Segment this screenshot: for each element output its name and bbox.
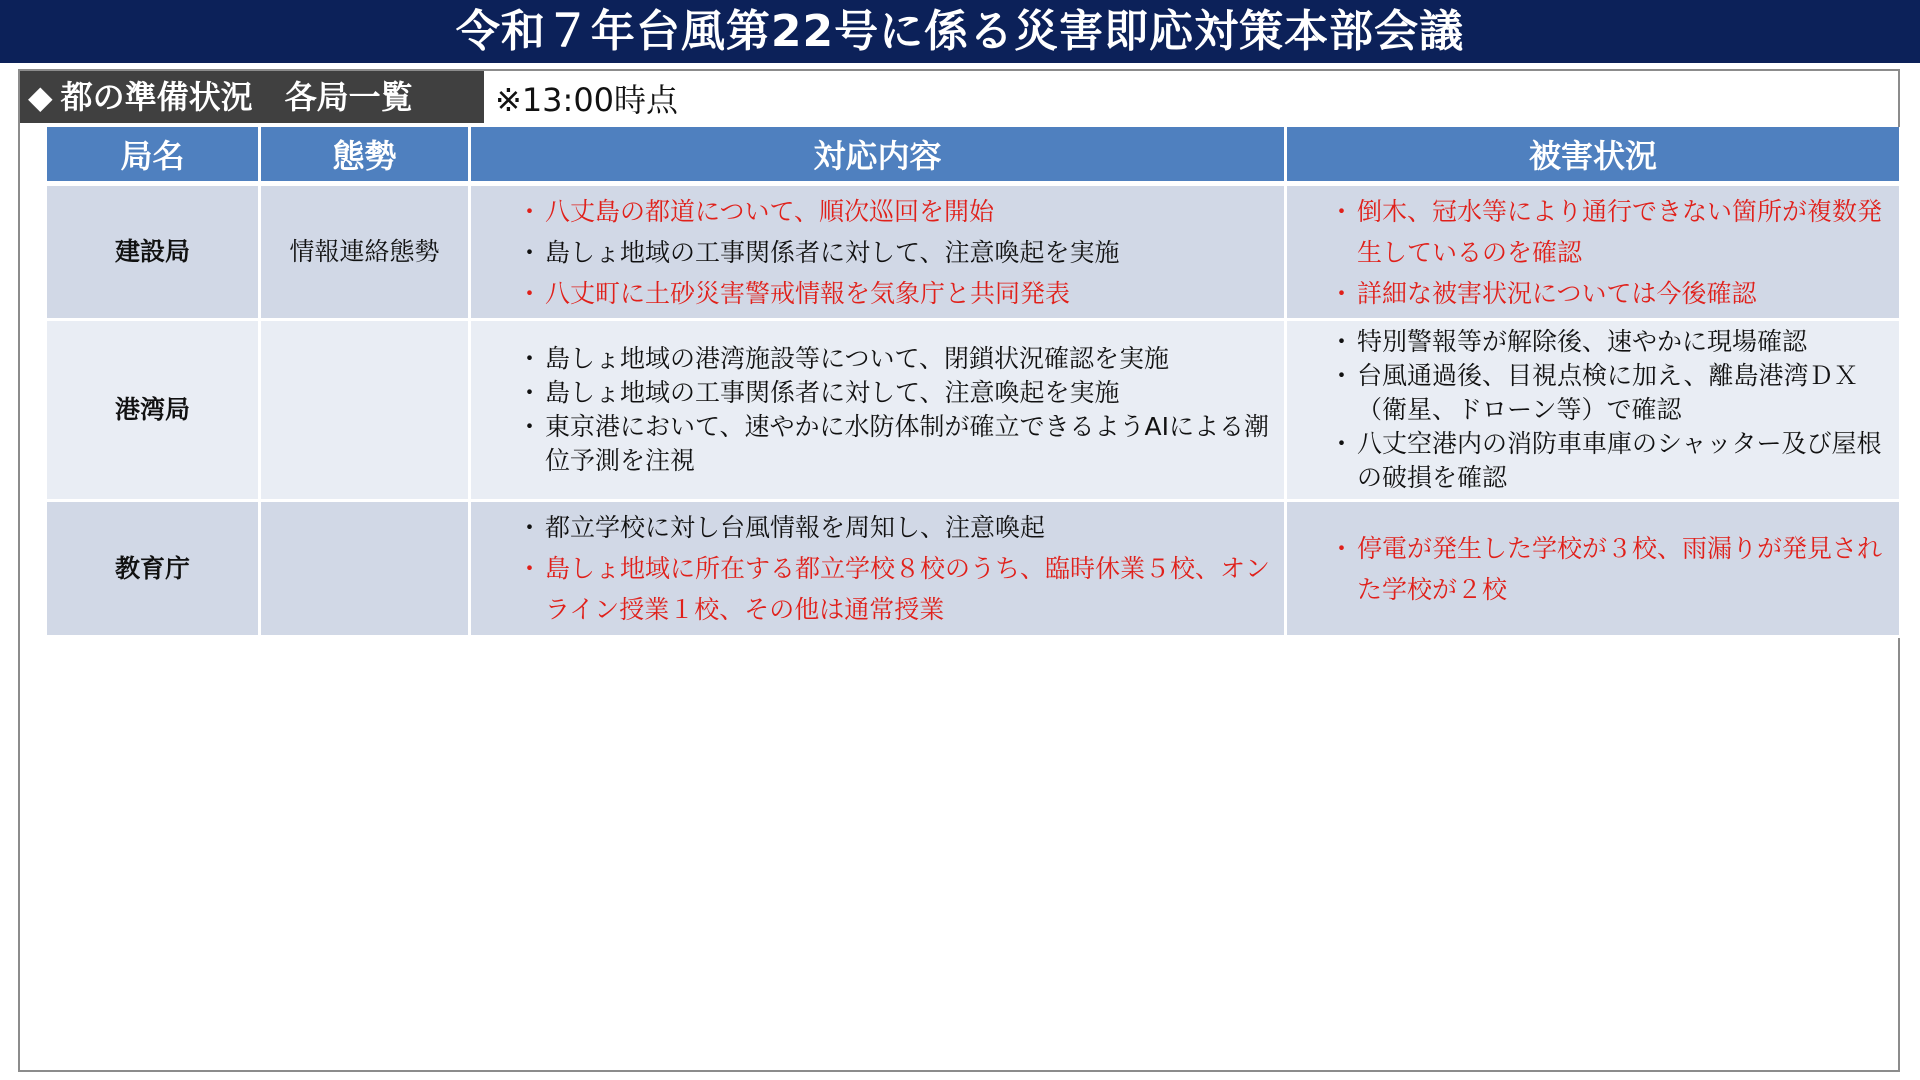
response-cell [470,501,1286,637]
header-bureau: 局名 [46,127,260,184]
damage-item: ・ 詳細な被害状況については今後確認 [1335,273,1887,314]
response-item: ・ 八丈町に土砂災害警戒情報を気象庁と共同発表 [523,273,1274,314]
response-item: ・ 島しょ地域の工事関係者に対して、注意喚起を実施 [523,232,1274,273]
bureau-name: 港湾局 [46,320,260,501]
page-title: 令和７年台風第22号に係る災害即応対策本部会議 [0,0,1920,63]
damage-item: ・ 八丈空港内の消防車車庫のシャッター及び屋根の破損を確認 [1335,427,1887,495]
damage-list [1287,528,1899,610]
stance-cell: 情報連絡態勢 [260,184,470,320]
stance-cell [260,320,470,501]
damage-list [1287,325,1899,495]
damage-cell [1286,184,1901,320]
table-header-row [46,127,1901,184]
damage-cell [1286,501,1901,637]
header-response: 対応内容 [470,127,1286,184]
response-item: ・ 八丈島の都道について、順次巡回を開始 [523,191,1274,232]
response-list [471,342,1284,478]
bureau-name: 教育庁 [46,501,260,637]
response-item: ・ 島しょ地域の工事関係者に対して、注意喚起を実施 [523,376,1274,410]
response-item: ・ 都立学校に対し台風情報を周知し、注意喚起 [523,507,1274,548]
damage-item: ・ 停電が発生した学校が３校、雨漏りが発見された学校が２校 [1335,528,1887,610]
response-item: ・ 島しょ地域に所在する都立学校８校のうち、臨時休業５校、オンライン授業１校、その他は通常授業 [523,548,1274,630]
damage-list [1287,191,1899,314]
section-label [20,71,484,123]
response-list [471,507,1284,630]
status-table [44,127,1902,638]
damage-cell [1286,320,1901,501]
table-row [46,501,1901,637]
response-item: ・ 島しょ地域の港湾施設等について、閉鎖状況確認を実施 [523,342,1274,376]
header-stance: 態勢 [260,127,470,184]
damage-item: ・ 特別警報等が解除後、速やかに現場確認 [1335,325,1887,359]
stance-cell [260,501,470,637]
response-cell [470,184,1286,320]
diamond-icon: ◆ [28,78,53,116]
response-cell [470,320,1286,501]
response-item: ・ 東京港において、速やかに水防体制が確立できるようAIによる潮位予測を注視 [523,410,1274,478]
response-list [471,191,1284,314]
table-row [46,184,1901,320]
header-damage: 被害状況 [1286,127,1901,184]
timestamp: ※13:00時点 [495,81,679,119]
table-row [46,320,1901,501]
section-label-text: 都の準備状況 各局一覧 [60,78,413,116]
damage-item: ・ 倒木、冠水等により通行できない箇所が複数発生しているのを確認 [1335,191,1887,273]
damage-item: ・ 台風通過後、目視点検に加え、離島港湾ＤＸ（衛星、ドローン等）で確認 [1335,359,1887,427]
bureau-name: 建設局 [46,184,260,320]
